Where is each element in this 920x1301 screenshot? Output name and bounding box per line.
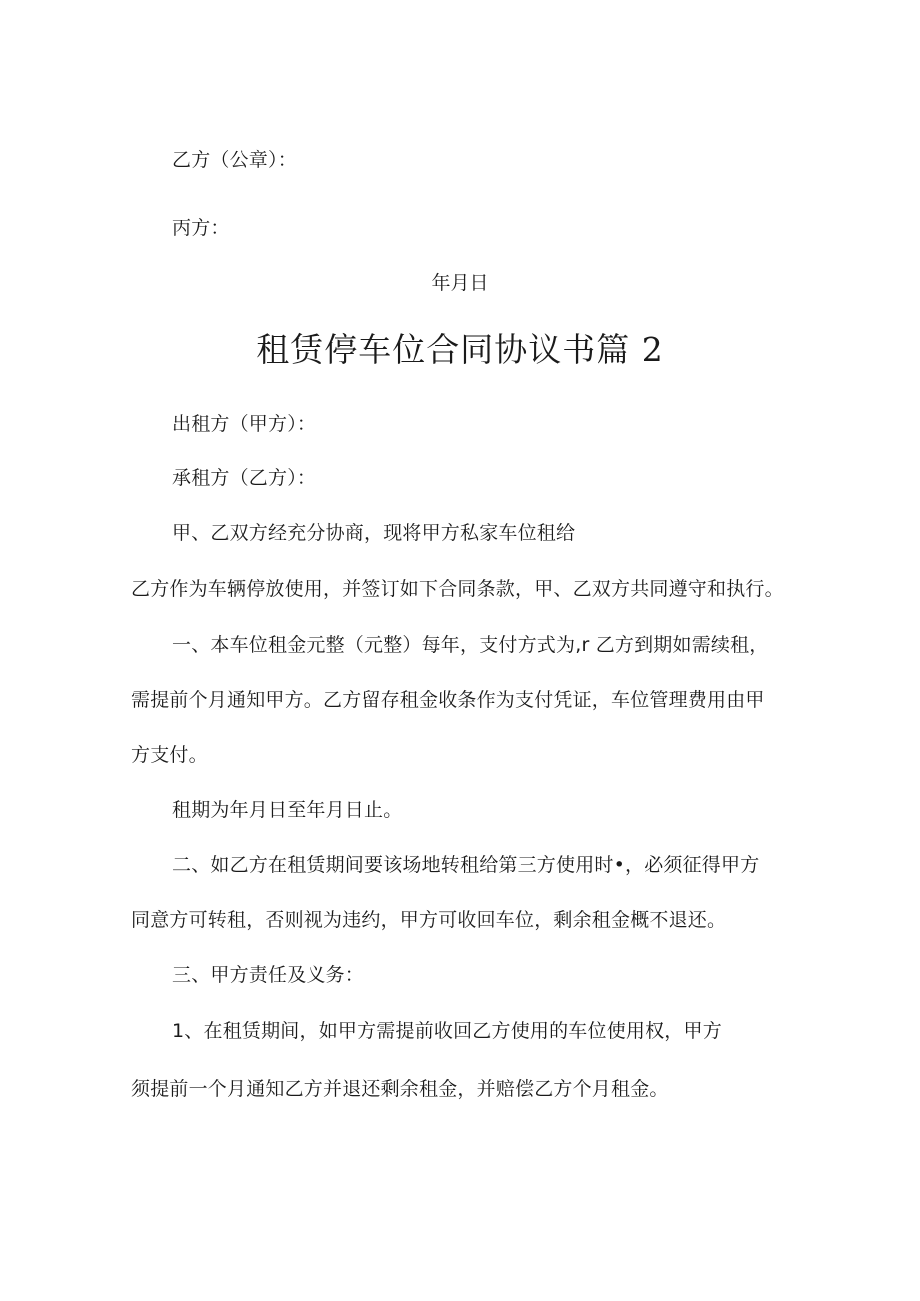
intro-line-1: 甲、乙双方经充分协商，现将甲方私家车位租给 (172, 522, 576, 544)
clause-1-line-2: 需提前个月通知甲方。乙方留存租金收条作为支付凭证，车位管理费用由甲 (131, 689, 765, 711)
party-b-seal-line: 乙方（公章）： (172, 149, 297, 171)
intro-line-2: 乙方作为车辆停放使用，并签订如下合同条款，甲、乙双方共同遵守和执行。 (131, 578, 784, 600)
clause-3-item-1-line-2: 须提前一个月通知乙方并退还剩余租金，并赔偿乙方个月租金。 (131, 1078, 669, 1100)
clause-1-line-3: 方支付。 (131, 744, 208, 766)
lease-term-line: 租期为年月日至年月日止。 (172, 799, 403, 821)
party-c-line: 丙方： (172, 217, 230, 239)
signature-date: 年月日 (431, 272, 489, 294)
clause-2-line-1: 二、如乙方在租赁期间要该场地转租给第三方使用时•，必须征得甲方 (172, 854, 760, 876)
lessee-line: 承租方（乙方）： (172, 467, 317, 489)
lessor-line: 出租方（甲方）： (172, 413, 317, 435)
clause-3-heading: 三、甲方责任及义务： (172, 964, 365, 986)
clause-2-line-2: 同意方可转租，否则视为违约，甲方可收回车位，剩余租金概不退还。 (131, 909, 727, 931)
clause-3-item-1-line-1: 1、在租赁期间，如甲方需提前收回乙方使用的车位使用权，甲方 (172, 1020, 722, 1042)
page-title: 租赁停车位合同协议书篇 2 (256, 330, 664, 369)
clause-1-line-1: 一、本车位租金元整（元整）每年，支付方式为,r 乙方到期如需续租， (172, 634, 769, 656)
